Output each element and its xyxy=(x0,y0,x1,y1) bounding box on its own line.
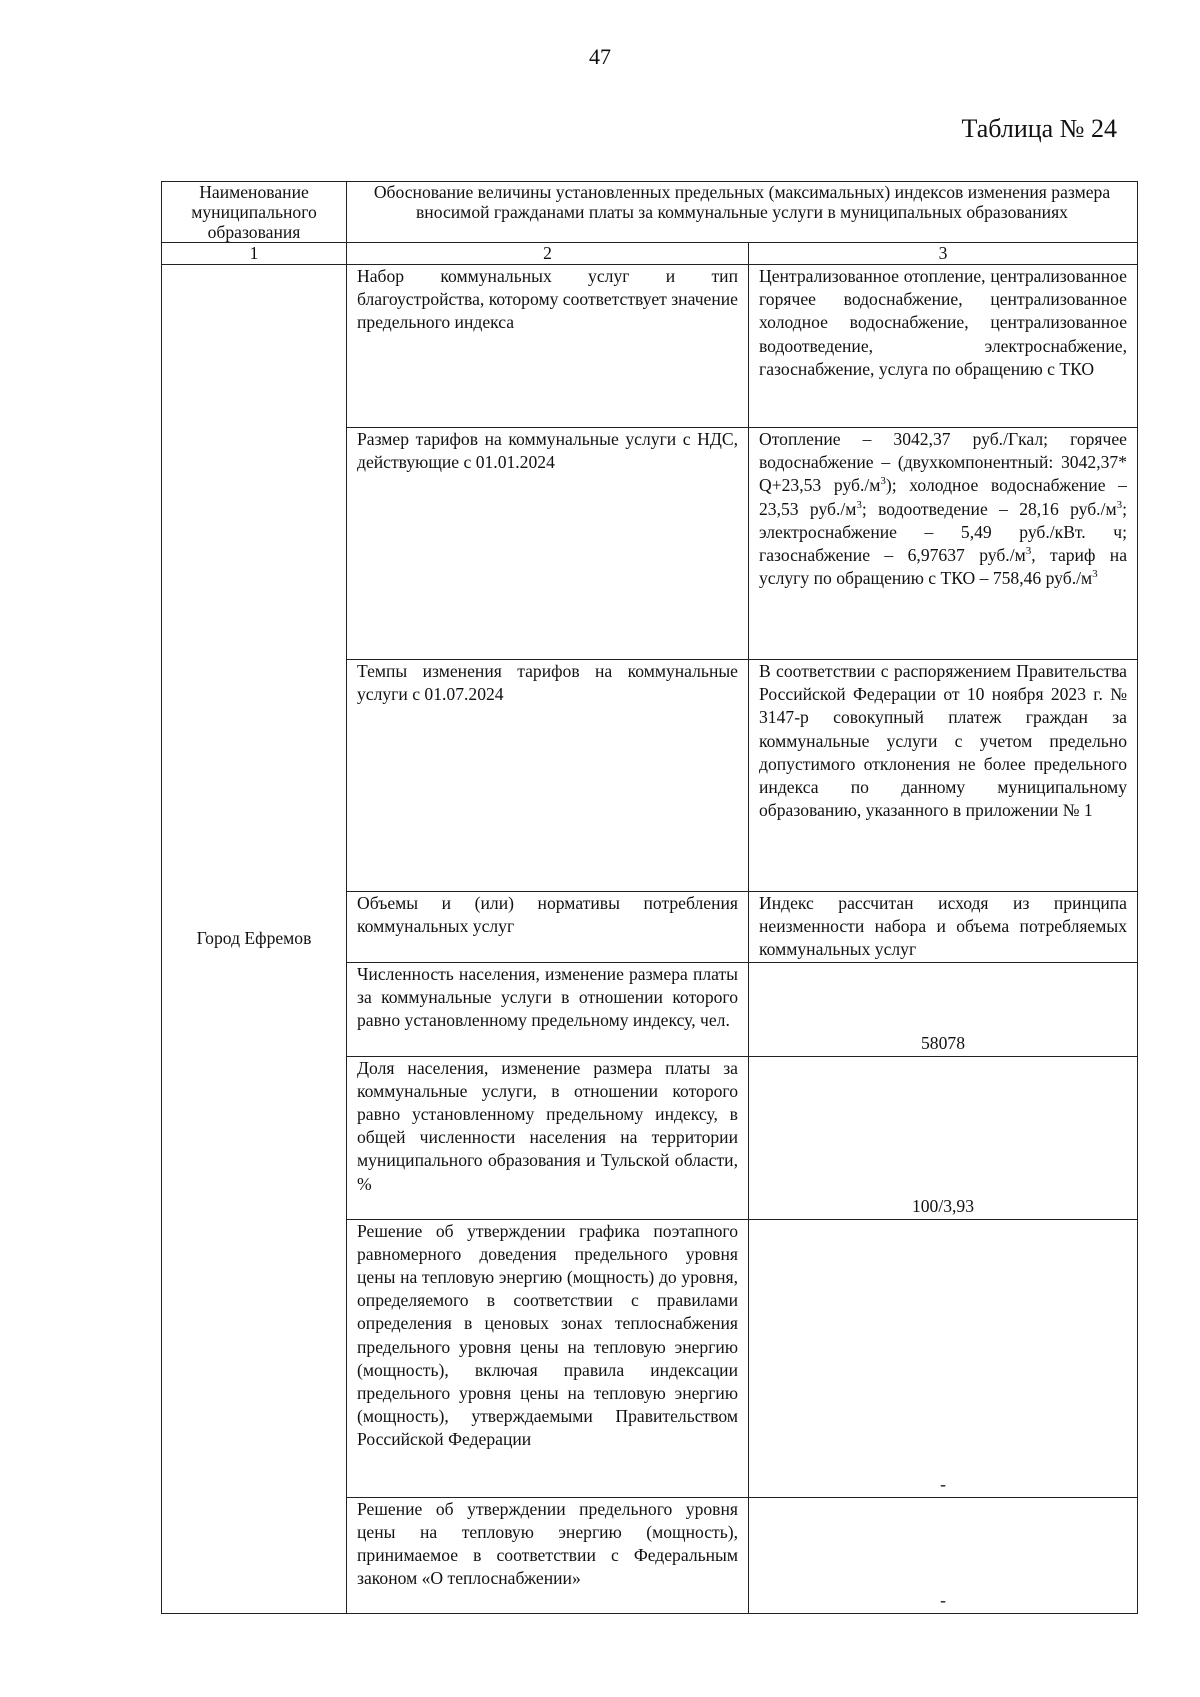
superscript: 3 xyxy=(1092,568,1098,581)
row-value: - xyxy=(749,1497,1138,1613)
column-numbers-row xyxy=(162,243,1138,265)
row-label: Численность населения, изменение размера платы за коммунальные услуги в отношении которого равно установленному предельному индексу, чел. xyxy=(347,962,749,1056)
table-row xyxy=(162,265,1138,428)
header-justification: Обоснование величины установленных предельных (максимальных) индексов изменения размера вносимой гражданами платы за коммунальные услуги в муниципальных образованиях xyxy=(347,182,1138,243)
row-label: Размер тарифов на коммунальные услуги с НДС, действующие с 01.01.2024 xyxy=(347,428,749,660)
superscript: 3 xyxy=(856,498,862,511)
row-label: Темпы изменения тарифов на коммунальные услуги с 01.07.2024 xyxy=(347,660,749,892)
tariff-text: ); холодное водоснабжение – 23,53 руб./м xyxy=(759,475,1127,519)
tariff-text: ; водоотведение – 28,16 руб./м xyxy=(861,498,1117,519)
row-value: В соответствии с распоряжением Правительства Российской Федерации от 10 ноября 2023 г. № 3147-р совокупный платеж граждан за коммунальные услуги с учетом предельно допустимого отклонения не более предельного индекса по данному муниципальному образованию, указанного в приложении № 1 xyxy=(749,660,1138,892)
superscript: 3 xyxy=(1025,545,1032,558)
row-label: Решение об утверждении предельного уровня цены на тепловую энергию (мощность), принимаемое в соответствии с Федеральным законом «О теплоснабжении» xyxy=(347,1497,749,1613)
tariff-text: , тариф на услугу по обращению с ТКО – 758,46 руб./м xyxy=(759,545,1127,589)
row-value: - xyxy=(749,1219,1138,1497)
row-label: Объемы и (или) нормативы потребления коммунальных услуг xyxy=(347,892,749,963)
row-value: Централизованное отопление, централизованное горячее водоснабжение, централизованное холодное водоснабжение, централизованное водоотведение, электроснабжение, газоснабжение, услуга по обращению с ТКО xyxy=(749,265,1138,428)
row-value: 100/3,93 xyxy=(749,1056,1138,1219)
tariff-text: ; электроснабжение – 5,49 руб./кВт. ч; газоснабжение – 6,97637 руб./м xyxy=(759,498,1127,566)
tariff-text: Отопление – 3042,37 руб./Гкал; горячее водоснабжение – (двухкомпонентный: 3042,37* Q+23,53 руб./м xyxy=(759,429,1127,496)
row-value xyxy=(749,428,1138,660)
column-number: 1 xyxy=(162,243,347,265)
row-label: Решение об утверждении графика поэтапного равномерного доведения предельного уровня цены на тепловую энергию (мощность) до уровня, определяемого в соответствии с правилами определения в ценовых зонах теплоснабжения предельного уровня цены на тепловую энергию (мощность), включая правила индексации предельного уровня цены на тепловую энергию (мощность), утверждаемыми Правительством Российской Федерации xyxy=(347,1219,749,1497)
table-title: Таблица № 24 xyxy=(961,114,1117,143)
municipality-name: Город Ефремов xyxy=(162,265,347,1614)
row-value: Индекс рассчитан исходя из принципа неизменности набора и объема потребляемых коммунальных услуг xyxy=(749,892,1138,963)
row-label: Набор коммунальных услуг и тип благоустройства, которому соответствует значение предельного индекса xyxy=(347,265,749,428)
superscript: 3 xyxy=(880,475,886,488)
table-header-row xyxy=(162,182,1138,243)
superscript: 3 xyxy=(1116,498,1123,511)
page-number: 47 xyxy=(589,44,611,69)
header-municipality: Наименование муниципального образования xyxy=(162,182,347,243)
column-number: 2 xyxy=(347,243,749,265)
tariff-index-table xyxy=(161,181,1138,1614)
row-label: Доля населения, изменение размера платы за коммунальные услуги, в отношении которого равно установленному предельному индексу, в общей численности населения на территории муниципального образования и Тульской области, % xyxy=(347,1056,749,1219)
row-value: 58078 xyxy=(749,962,1138,1056)
column-number: 3 xyxy=(749,243,1138,265)
